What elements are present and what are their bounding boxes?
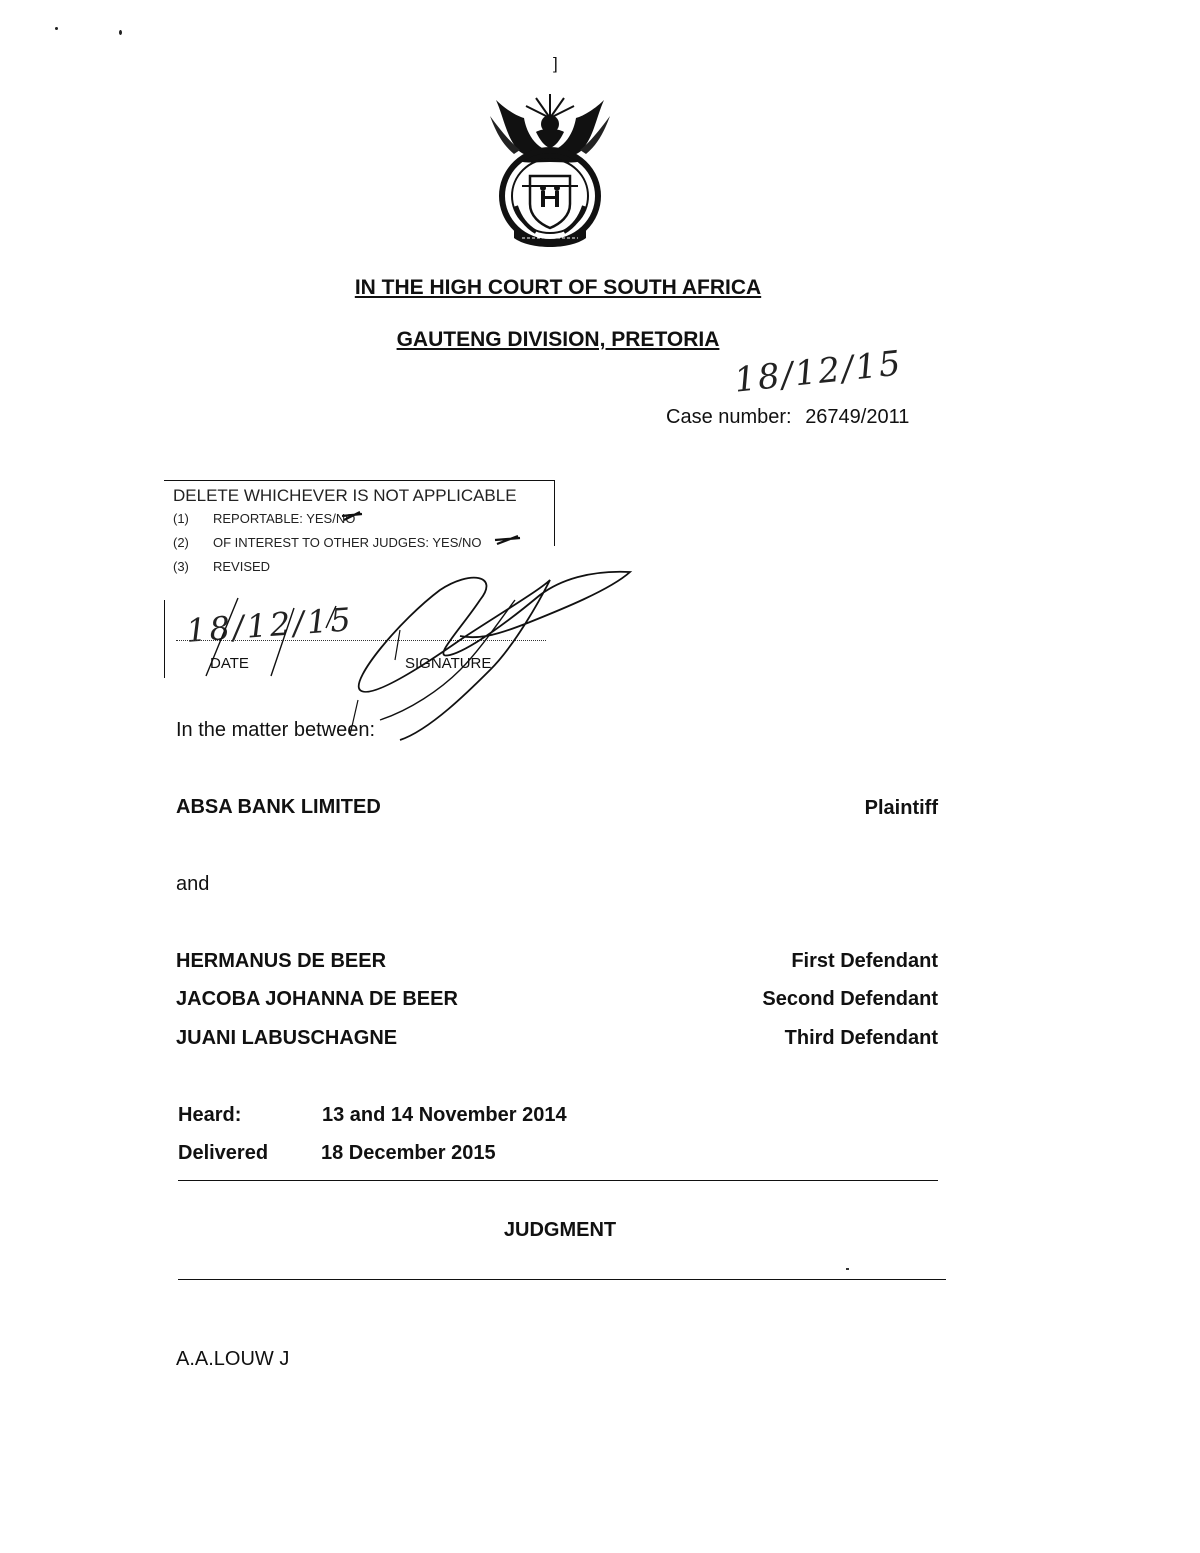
and-text: and [176,873,210,895]
applicability-item: (3) REVISED [173,559,271,574]
heard-value: 13 and 14 November 2014 [322,1104,567,1126]
divider-line [178,1279,946,1280]
defendant-role: Third Defendant [784,1027,938,1049]
strike-marks [340,510,540,552]
heard-label: Heard: [178,1104,242,1126]
judge-name: A.A.LOUW J [176,1348,290,1370]
handwritten-date-box: 18/12/15 [184,600,355,650]
judgment-heading: JUDGMENT [503,1219,617,1241]
signature-label: SIGNATURE [405,655,492,672]
delivered-value: 18 December 2015 [321,1142,496,1164]
defendant-name: JUANI LABUSCHAGNE [176,1027,398,1049]
delivered-label: Delivered [178,1142,269,1164]
court-title: IN THE HIGH COURT OF SOUTH AFRICA [354,276,762,299]
applicability-item: (1) REPORTABLE: YES/NO [173,511,356,526]
case-number-label: Case number: [666,406,792,428]
coat-of-arms-emblem [486,88,614,248]
divider-line [178,1180,938,1181]
applicability-heading: DELETE WHICHEVER IS NOT APPLICABLE [173,486,517,505]
scan-speck [55,27,58,30]
applicability-box-left-edge [164,600,165,678]
plaintiff-name: ABSA BANK LIMITED [176,796,381,818]
plaintiff-role: Plaintiff [864,797,938,819]
date-label: DATE [210,655,249,672]
scan-speck [119,30,122,35]
date-slashes [176,588,386,678]
page-marker: ] [553,54,558,73]
scan-speck [846,1268,849,1270]
defendant-role: Second Defendant [762,988,938,1010]
applicability-item: (2) OF INTEREST TO OTHER JUDGES: YES/NO [173,535,482,550]
handwritten-date-top: 18/12/15 [732,343,905,401]
matter-between: In the matter between: [176,719,376,741]
case-number-value: 26749/2011 [805,406,910,428]
case-number-line [666,406,909,429]
court-division: GAUTENG DIVISION, PRETORIA [396,328,720,351]
defendant-role: First Defendant [791,950,938,972]
defendant-name: HERMANUS DE BEER [176,950,387,972]
defendant-name: JACOBA JOHANNA DE BEER [176,988,458,1010]
